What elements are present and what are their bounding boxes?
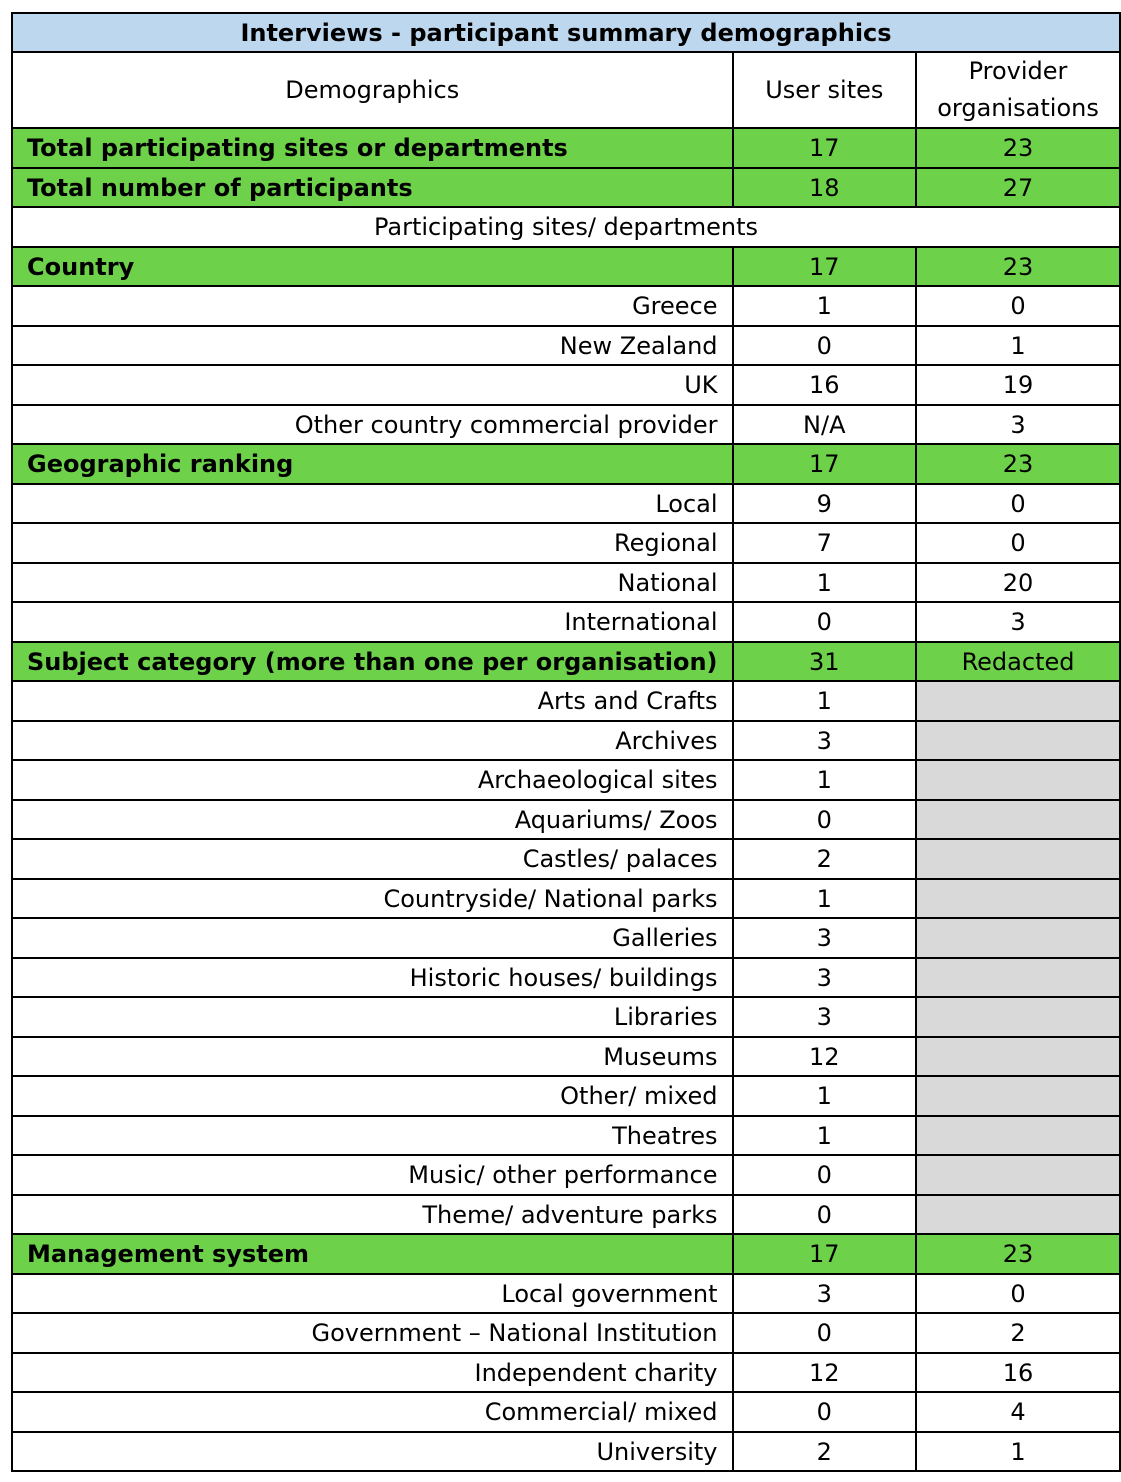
redacted-cell xyxy=(916,800,1120,840)
row-label: Other/ mixed xyxy=(12,1076,733,1116)
provider-value: 0 xyxy=(916,1274,1120,1314)
data-row xyxy=(12,484,1120,524)
redacted-cell xyxy=(916,958,1120,998)
row-label: Local government xyxy=(12,1274,733,1314)
provider-value: 0 xyxy=(916,286,1120,326)
user-sites-value: 3 xyxy=(733,918,917,958)
total-row xyxy=(12,128,1120,168)
user-sites-value: 2 xyxy=(733,1432,917,1472)
table-body xyxy=(12,13,1120,1471)
header-row xyxy=(12,52,1120,128)
user-sites-value: 0 xyxy=(733,1195,917,1235)
total-label: Total number of participants xyxy=(12,168,733,208)
row-label: Music/ other performance xyxy=(12,1155,733,1195)
user-sites-value: 16 xyxy=(733,365,917,405)
row-label: Government – National Institution xyxy=(12,1313,733,1353)
provider-value: 1 xyxy=(916,326,1120,366)
user-sites-value: 17 xyxy=(733,128,917,168)
provider-value: 16 xyxy=(916,1353,1120,1393)
provider-value: 23 xyxy=(916,444,1120,484)
section-row-subject xyxy=(12,642,1120,682)
user-sites-value: 0 xyxy=(733,1155,917,1195)
row-label: UK xyxy=(12,365,733,405)
row-label: Theatres xyxy=(12,1116,733,1156)
row-label: Archaeological sites xyxy=(12,760,733,800)
user-sites-value: 18 xyxy=(733,168,917,208)
row-label: Archives xyxy=(12,721,733,761)
data-row xyxy=(12,800,1120,840)
user-sites-value: 1 xyxy=(733,563,917,603)
redacted-cell xyxy=(916,1037,1120,1077)
total-label: Total participating sites or departments xyxy=(12,128,733,168)
user-sites-value: 0 xyxy=(733,1392,917,1432)
user-sites-value: 1 xyxy=(733,681,917,721)
data-row xyxy=(12,958,1120,998)
data-row xyxy=(12,405,1120,445)
row-label: Castles/ palaces xyxy=(12,839,733,879)
redacted-cell xyxy=(916,721,1120,761)
row-label: Local xyxy=(12,484,733,524)
provider-value: 3 xyxy=(916,602,1120,642)
row-label: Theme/ adventure parks xyxy=(12,1195,733,1235)
data-row xyxy=(12,918,1120,958)
user-sites-value: 0 xyxy=(733,800,917,840)
data-row xyxy=(12,1037,1120,1077)
data-row xyxy=(12,1195,1120,1235)
provider-value: 19 xyxy=(916,365,1120,405)
user-sites-value: 1 xyxy=(733,1116,917,1156)
row-label: Arts and Crafts xyxy=(12,681,733,721)
section-label: Geographic ranking xyxy=(12,444,733,484)
provider-value: 0 xyxy=(916,523,1120,563)
data-row xyxy=(12,1313,1120,1353)
redacted-cell xyxy=(916,760,1120,800)
redacted-cell xyxy=(916,997,1120,1037)
user-sites-value: 0 xyxy=(733,326,917,366)
provider-value: 27 xyxy=(916,168,1120,208)
section-label: Management system xyxy=(12,1234,733,1274)
user-sites-value: 3 xyxy=(733,1274,917,1314)
user-sites-value: 7 xyxy=(733,523,917,563)
subheading-row xyxy=(12,207,1120,247)
user-sites-value: 0 xyxy=(733,1313,917,1353)
provider-value: 20 xyxy=(916,563,1120,603)
user-sites-value: 3 xyxy=(733,721,917,761)
data-row xyxy=(12,523,1120,563)
user-sites-value: 1 xyxy=(733,1076,917,1116)
row-label: Independent charity xyxy=(12,1353,733,1393)
redacted-cell xyxy=(916,1116,1120,1156)
user-sites-value: 3 xyxy=(733,997,917,1037)
row-label: National xyxy=(12,563,733,603)
data-row xyxy=(12,760,1120,800)
data-row xyxy=(12,879,1120,919)
redacted-cell xyxy=(916,1195,1120,1235)
redacted-cell xyxy=(916,1155,1120,1195)
row-label: Historic houses/ buildings xyxy=(12,958,733,998)
provider-value: 2 xyxy=(916,1313,1120,1353)
user-sites-value: 17 xyxy=(733,1234,917,1274)
user-sites-value: 17 xyxy=(733,247,917,287)
header-demographics: Demographics xyxy=(12,52,733,128)
row-label: Museums xyxy=(12,1037,733,1077)
user-sites-value: 3 xyxy=(733,958,917,998)
provider-value: 1 xyxy=(916,1432,1120,1472)
user-sites-value: 17 xyxy=(733,444,917,484)
total-row xyxy=(12,168,1120,208)
data-row xyxy=(12,326,1120,366)
data-row xyxy=(12,1116,1120,1156)
section-row-geographic xyxy=(12,444,1120,484)
section-row-management xyxy=(12,1234,1120,1274)
data-row xyxy=(12,997,1120,1037)
data-row xyxy=(12,721,1120,761)
redacted-cell xyxy=(916,918,1120,958)
provider-value: 23 xyxy=(916,1234,1120,1274)
row-label: New Zealand xyxy=(12,326,733,366)
header-provider-organisations: Provider organisations xyxy=(916,52,1120,128)
row-label: Other country commercial provider xyxy=(12,405,733,445)
data-row xyxy=(12,1274,1120,1314)
row-label: Regional xyxy=(12,523,733,563)
row-label: University xyxy=(12,1432,733,1472)
redacted-cell xyxy=(916,1076,1120,1116)
row-label: International xyxy=(12,602,733,642)
row-label: Greece xyxy=(12,286,733,326)
user-sites-value: 12 xyxy=(733,1037,917,1077)
user-sites-value: 12 xyxy=(733,1353,917,1393)
provider-value: 3 xyxy=(916,405,1120,445)
user-sites-value: 1 xyxy=(733,760,917,800)
data-row xyxy=(12,1432,1120,1472)
provider-value: 4 xyxy=(916,1392,1120,1432)
redacted-cell xyxy=(916,839,1120,879)
row-label: Libraries xyxy=(12,997,733,1037)
user-sites-value: 9 xyxy=(733,484,917,524)
table-title: Interviews - participant summary demographics xyxy=(12,13,1120,52)
row-label: Galleries xyxy=(12,918,733,958)
row-label: Commercial/ mixed xyxy=(12,1392,733,1432)
data-row xyxy=(12,1076,1120,1116)
data-row xyxy=(12,1392,1120,1432)
demographics-table xyxy=(11,12,1121,1472)
redacted-cell xyxy=(916,879,1120,919)
row-label: Countryside/ National parks xyxy=(12,879,733,919)
user-sites-value: 0 xyxy=(733,602,917,642)
subheading-label: Participating sites/ departments xyxy=(12,207,1120,247)
user-sites-value: 1 xyxy=(733,879,917,919)
user-sites-value: N/A xyxy=(733,405,917,445)
data-row xyxy=(12,365,1120,405)
data-row xyxy=(12,602,1120,642)
user-sites-value: 31 xyxy=(733,642,917,682)
redacted-cell xyxy=(916,681,1120,721)
section-label: Subject category (more than one per organisation) xyxy=(12,642,733,682)
provider-value: 23 xyxy=(916,247,1120,287)
row-label: Aquariums/ Zoos xyxy=(12,800,733,840)
header-user-sites: User sites xyxy=(733,52,917,128)
provider-value: 0 xyxy=(916,484,1120,524)
user-sites-value: 2 xyxy=(733,839,917,879)
data-row xyxy=(12,681,1120,721)
data-row xyxy=(12,286,1120,326)
provider-value: 23 xyxy=(916,128,1120,168)
section-label: Country xyxy=(12,247,733,287)
provider-value: Redacted xyxy=(916,642,1120,682)
title-row xyxy=(12,13,1120,52)
data-row xyxy=(12,839,1120,879)
data-row xyxy=(12,1353,1120,1393)
data-row xyxy=(12,563,1120,603)
section-row-country xyxy=(12,247,1120,287)
user-sites-value: 1 xyxy=(733,286,917,326)
data-row xyxy=(12,1155,1120,1195)
